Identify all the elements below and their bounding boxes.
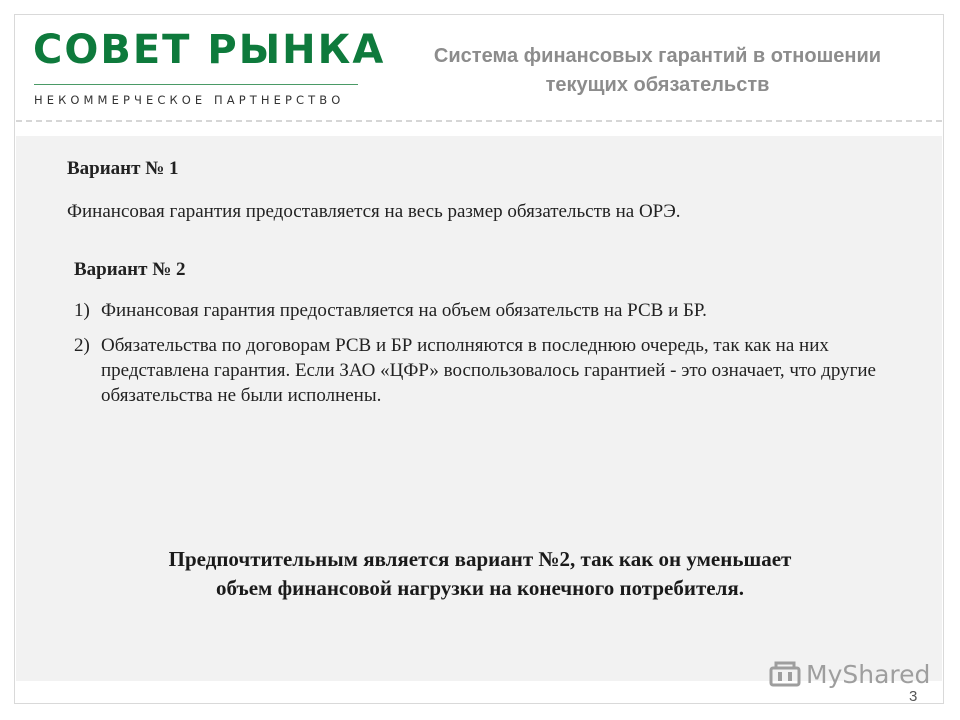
list-item xyxy=(74,333,894,408)
list-item-number: 2) xyxy=(74,335,90,356)
conclusion-line-1: Предпочтительным является вариант №2, так как он уменьшает xyxy=(168,547,792,571)
conclusion xyxy=(40,545,920,603)
slide-title-line-1: Система финансовых гарантий в отношении xyxy=(433,45,882,67)
myshared-logo-icon xyxy=(768,659,802,689)
slide-title xyxy=(385,42,930,100)
conclusion-line-2: объем финансовой нагрузки на конечного потребителя. xyxy=(216,576,744,600)
logo-title: СОВЕТ РЫНКА xyxy=(33,27,386,73)
list-item-text: Финансовая гарантия предоставляется на объем обязательств на РСВ и БР. xyxy=(101,300,707,321)
list-item-number: 1) xyxy=(74,300,90,321)
list-item xyxy=(74,298,894,323)
list-item-text: Обязательства по договорам РСВ и БР исполняются в последнюю очередь, так как на них представлена гарантия. Если ЗАО «ЦФР» воспользовалось гарантией - это означает, что другие обязательства не были исполнены. xyxy=(101,335,876,406)
page-number: 3 xyxy=(909,688,918,705)
slide-title-line-2: текущих обязательств xyxy=(545,74,770,96)
variant-1-text: Финансовая гарантия предоставляется на весь размер обязательств на ОРЭ. xyxy=(67,201,681,222)
logo-divider xyxy=(34,84,358,85)
watermark[interactable] xyxy=(768,656,930,692)
logo-subtitle: НЕКОММЕРЧЕСКОЕ ПАРТНЕРСТВО xyxy=(34,93,345,107)
watermark-text: MyShared xyxy=(806,659,931,689)
header-divider xyxy=(16,120,942,122)
variant-1-heading: Вариант № 1 xyxy=(67,158,179,179)
variant-2-list xyxy=(74,298,894,418)
variant-2-heading: Вариант № 2 xyxy=(74,259,186,280)
